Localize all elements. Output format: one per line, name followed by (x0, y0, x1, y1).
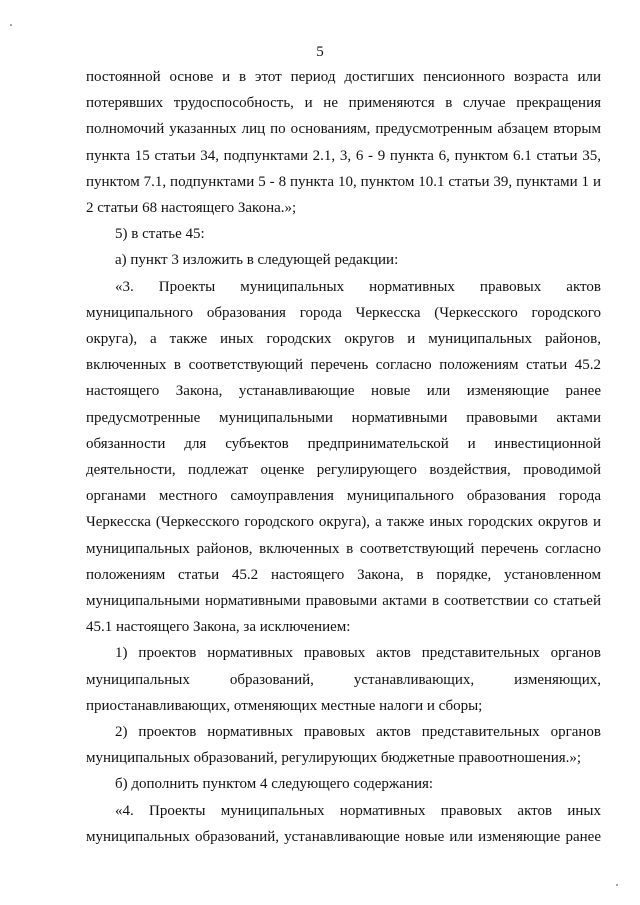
paragraph-item-b: б) дополнить пунктом 4 следующего содержания: (115, 776, 434, 793)
scan-speck (616, 884, 618, 886)
paragraph-exception-2: 2) проектов нормативных правовых актов представительных органов муниципальных образований, регулирующих бюджетные правоотношения.»; (86, 724, 601, 767)
page-number: 5 (316, 44, 324, 60)
paragraph-point-3: «3. Проекты муниципальных нормативных правовых актов муниципального образования города Черкесска (Черкесского городского округа), а также иных городских округов и муниципальных районов, включенных в соответствующий перечень согласно положениям статьи 45.2 настоящего Закона, устанавливающие новые или изменяющие ранее предусмотренные муниципальными нормативными правовыми актами обязанности для субъектов предпринимательской и инвестиционной деятельности, подлежат оценке регулирующего воздействия, проводимой органами местного самоуправления муниципального образования города Черкесска (Черкесского городского округа), а также иных городских округов и муниципальных районов, включенных в соответствующий перечень согласно положениям статьи 45.2 настоящего Закона, в порядке, установленном муниципальными нормативными правовыми актами в соответствии со статьей 45.1 настоящего Закона, за исключением: (86, 278, 601, 636)
paragraph-continuation: постоянной основе и в этот период достигших пенсионного возраста или потерявших трудоспособность, и не применяются в случае прекращения полномочий указанных лиц по основаниям, предусмотренным абзацем вторым пункта 15 статьи 34, подпунктами 2.1, 3, 6 - 9 пункта 6, пунктом 6.1 статьи 35, пунктом 7.1, подпунктами 5 - 8 пункта 10, пунктом 10.1 статьи 39, пунктами 1 и 2 статьи 68 настоящего Закона.»; (86, 69, 601, 217)
paragraph-point-4: «4. Проекты муниципальных нормативных правовых актов иных муниципальных образований, устанавливающие новые или изменяющие ранее (86, 802, 601, 845)
document-body (86, 64, 601, 850)
paragraph-item-5: 5) в статье 45: (115, 226, 205, 243)
paragraph-exception-1: 1) проектов нормативных правовых актов представительных органов муниципальных образований, устанавливающих, изменяющих, приостанавливающих, отменяющих местные налоги и сборы; (86, 645, 601, 714)
scan-speck (10, 24, 12, 26)
paragraph-item-a: а) пункт 3 изложить в следующей редакции: (115, 252, 399, 269)
